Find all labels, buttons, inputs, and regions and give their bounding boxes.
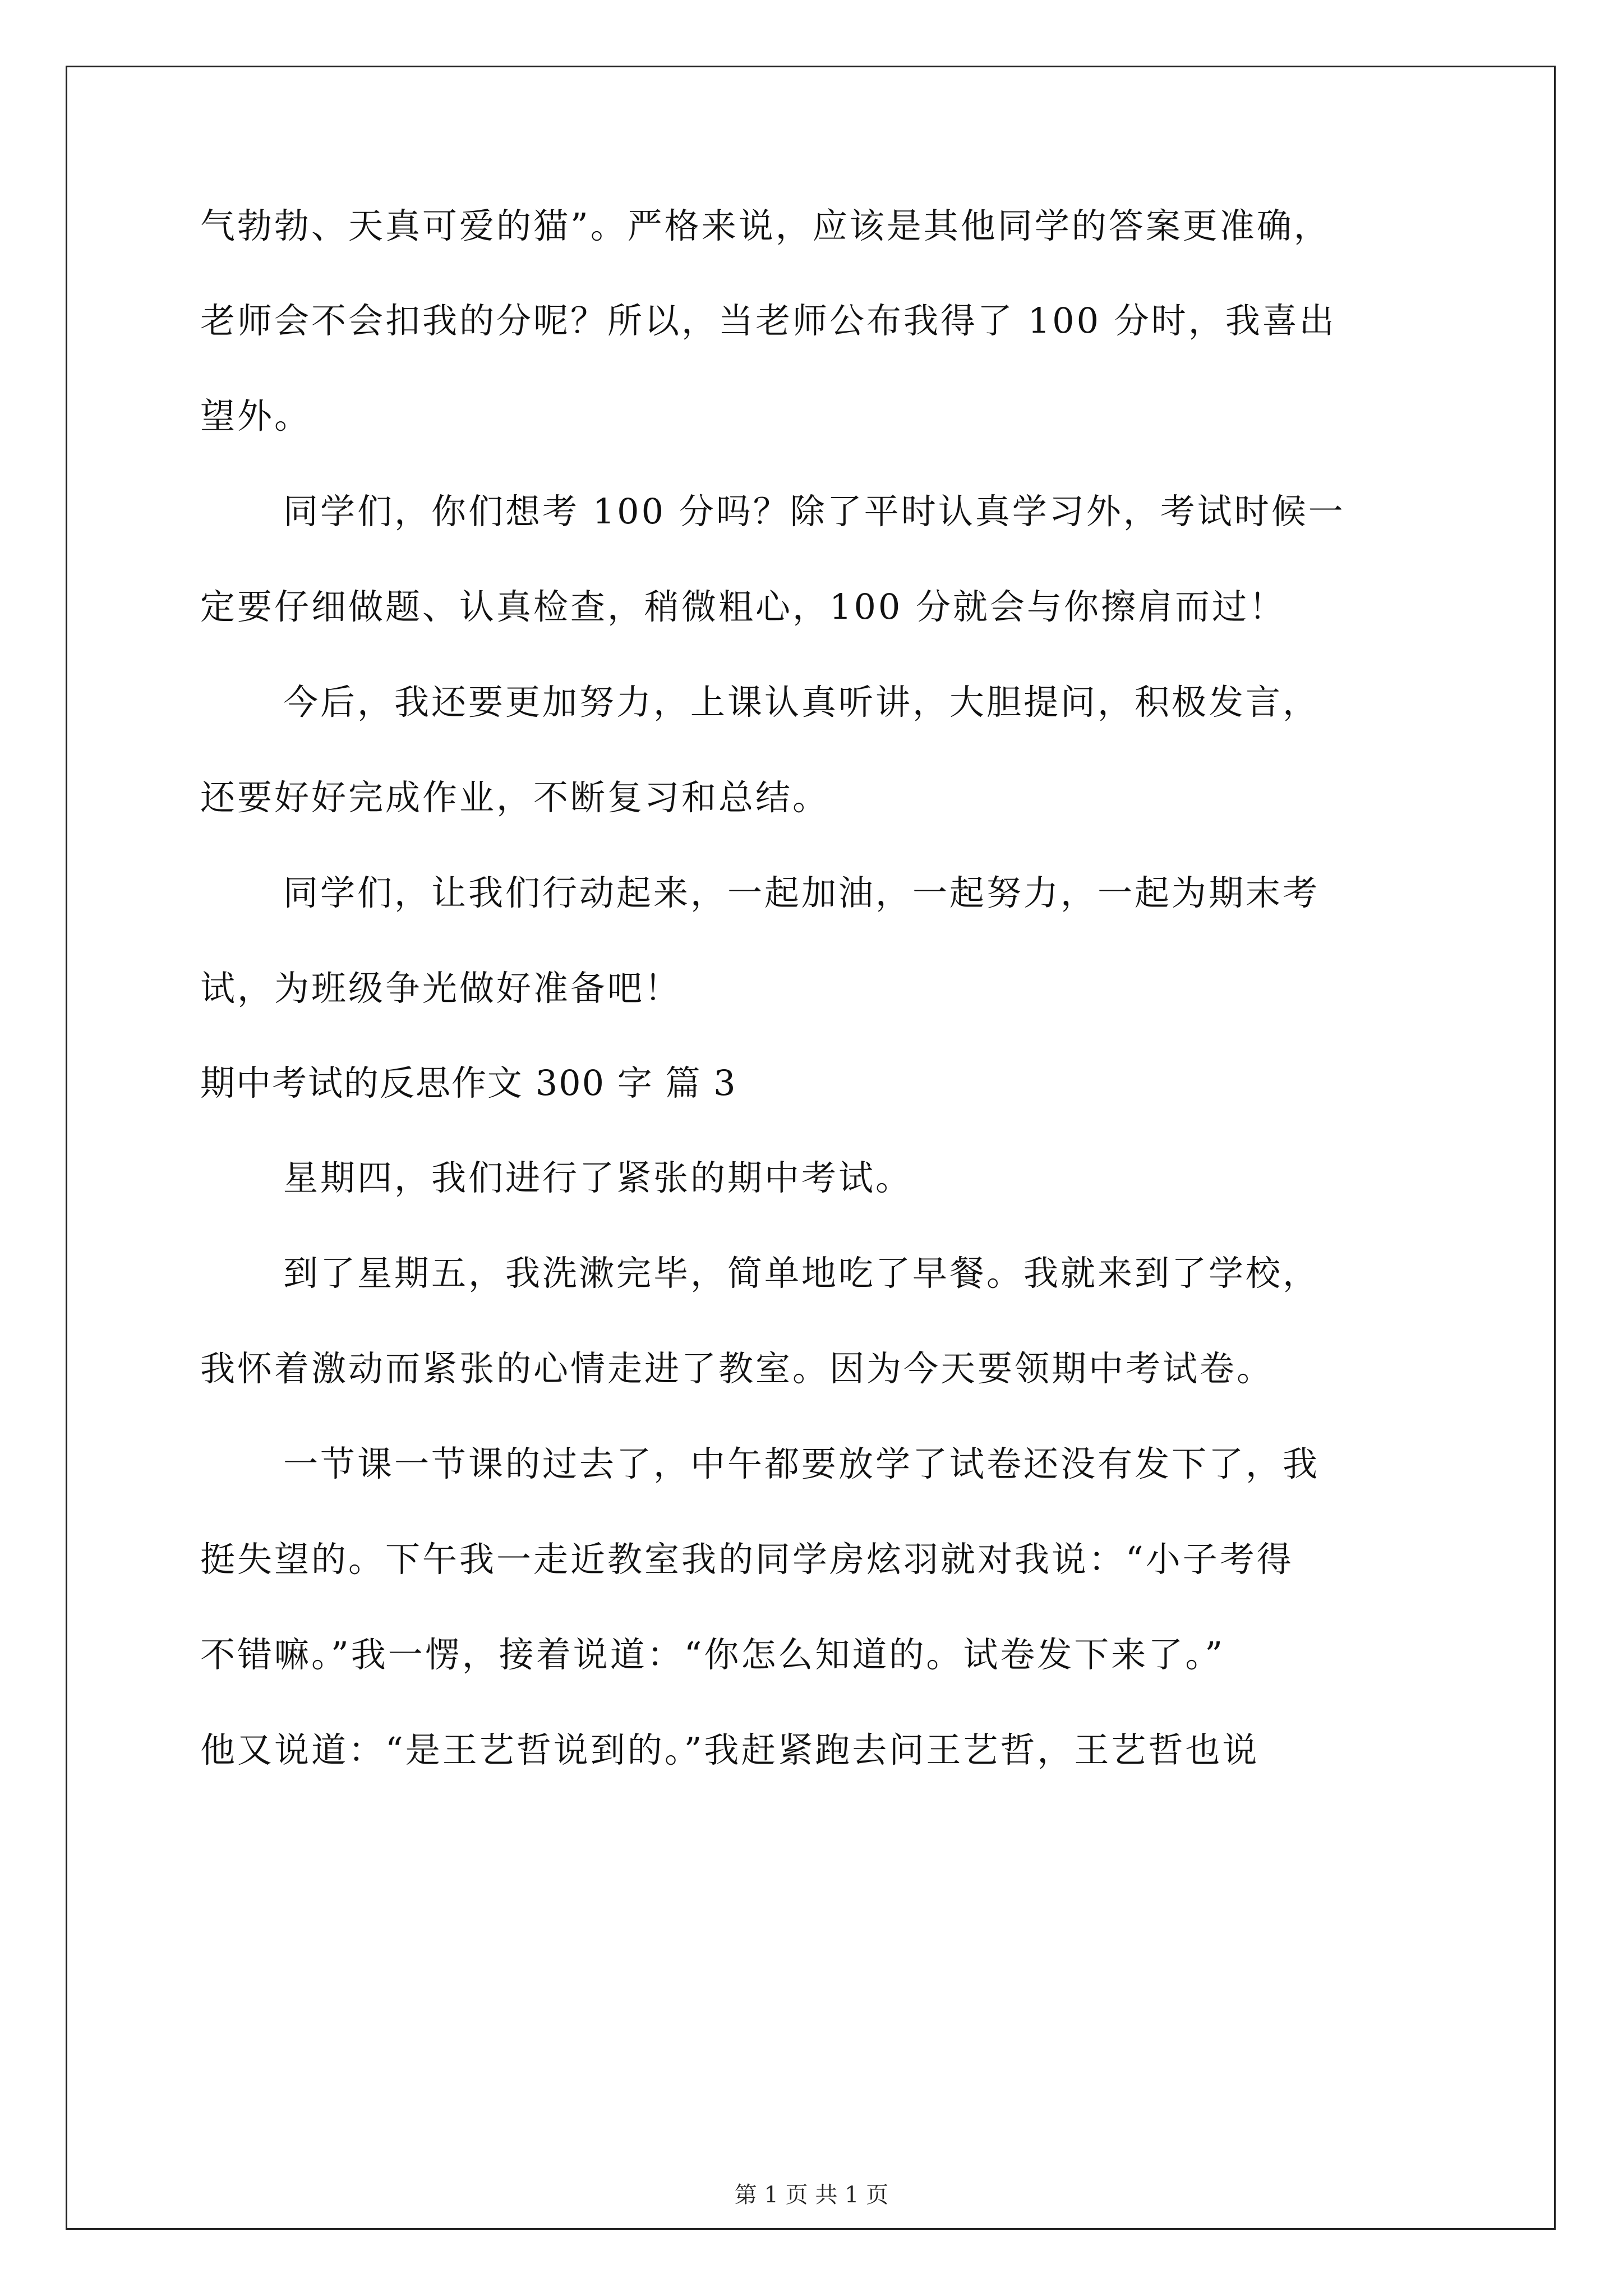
paragraph-first-line: 同学们，你们想考 100 分吗？除了平时认真学习外，考试时候一 [283,491,1345,532]
paragraph-first-line: 同学们，让我们行动起来，一起加油，一起努力，一起为期末考 [283,872,1320,913]
paragraph-first-line: 到了星期五，我洗漱完毕，简单地吃了早餐。我就来到了学校， [283,1253,1320,1294]
text-line: 挺失望的。下午我一走近教室我的同学房炫羽就对我说：“小子考得 [200,1539,1294,1580]
text-line: 定要仔细做题、认真检查，稍微粗心，100 分就会与你擦肩而过！ [200,586,1287,627]
paragraph-first-line: 一节课一节课的过去了，中午都要放学了试卷还没有发下了，我 [283,1443,1320,1484]
text-line: 还要好好完成作业，不断复习和总结。 [200,777,830,818]
page-border [66,66,1556,2230]
text-line: 望外。 [200,395,312,436]
text-line: 他又说道：“是王艺哲说到的。”我赶紧跑去问王艺哲，王艺哲也说 [200,1729,1260,1770]
text-line: 试，为班级争光做好准备吧！ [200,968,682,1009]
page-footer: 第 1 页 共 1 页 [734,2182,889,2208]
text-line: 气勃勃、天真可爱的猫”。严格来说，应该是其他同学的答案更准确， [200,205,1331,246]
text-line: 我怀着激动而紧张的心情走进了教室。因为今天要领期中考试卷。 [200,1348,1274,1389]
text-line: 老师会不会扣我的分呢？所以，当老师公布我得了 100 分时，我喜出 [200,300,1336,341]
paragraph-first-line: 今后，我还要更加努力，上课认真听讲，大胆提问，积极发言， [283,682,1320,723]
section-heading: 期中考试的反思作文 300 字 篇 3 [200,1062,737,1103]
paragraph-first-line: 星期四，我们进行了紧张的期中考试。 [283,1157,913,1198]
text-line: 不错嘛。”我一愣，接着说道：“你怎么知道的。试卷发下来了。” [200,1634,1225,1675]
